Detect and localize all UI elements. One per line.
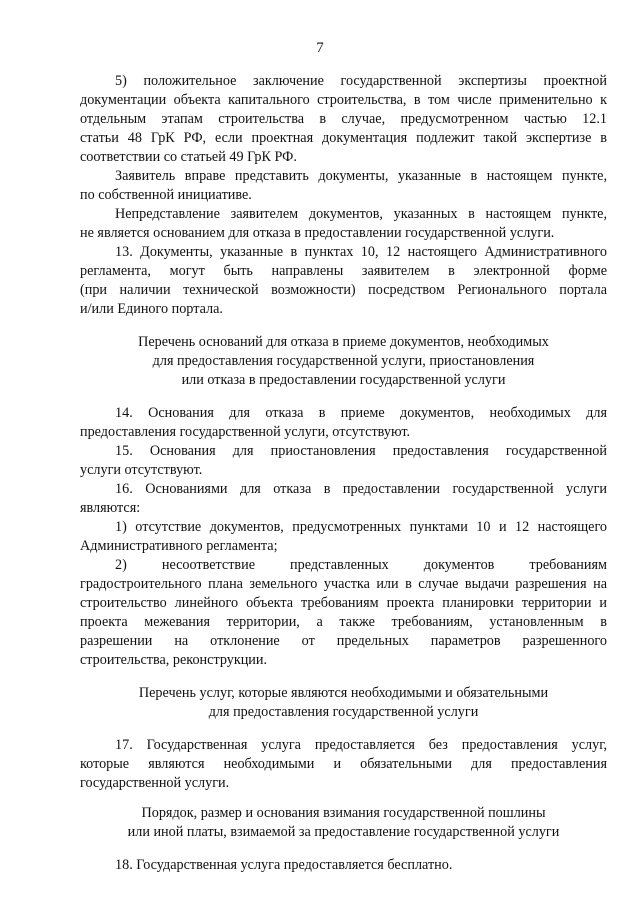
section-heading: для предоставления государственной услуги, приостановления [152,353,535,369]
text-line: (при наличии технической возможности) посредством Регионального портала [80,282,607,298]
text-line: документации объекта капитального строительства, в том числе применительно к [80,92,607,108]
text-line: Административного регламента; [80,538,278,554]
text-line: и/или Единого портала. [80,301,223,317]
text-line: градостроительного плана земельного участка или в случае выдачи разрешения на [80,576,607,592]
text-line: услуги отсутствуют. [80,462,203,478]
page-number: 7 [316,40,324,56]
text-line: отдельным этапам строительства в случае, предусмотренном частью 12.1 [80,111,607,127]
text-line: разрешении на отклонение от предельных параметров разрешенного [80,633,607,649]
section-heading: или иной платы, взимаемой за предоставление государственной услуги [127,824,560,840]
text-line: 14. Основания для отказа в приеме документов, необходимых для [115,405,607,421]
text-line: являются: [80,500,141,516]
section-heading: Перечень услуг, которые являются необходимыми и обязательными [138,685,549,701]
text-line: 13. Документы, указанные в пунктах 10, 12 настоящего Административного [115,244,607,260]
text-line: регламента, могут быть направлены заявителем в электронной форме [80,263,607,279]
text-line: которые являются необходимыми и обязательными для предоставления [80,756,607,772]
section-heading: для предоставления государственной услуги [208,704,479,720]
text-line: строительство линейного объекта требованиям проекта планировки территории и [80,595,607,611]
text-line: 1) отсутствие документов, предусмотренных пунктами 10 и 12 настоящего [115,519,607,535]
text-line: 17. Государственная услуга предоставляется без предоставления услуг, [115,737,607,753]
text-line: 16. Основаниями для отказа в предоставлении государственной услуги [115,481,607,497]
text-line: предоставления государственной услуги, отсутствуют. [80,424,411,440]
text-line: государственной услуги. [80,775,230,791]
text-line: 15. Основания для приостановления предоставления государственной [115,443,607,459]
text-line: соответствии со статьей 49 ГрК РФ. [80,149,297,165]
text-line: 2) несоответствие представленных документов требованиям [115,557,607,573]
text-line: проекта межевания территории, а также требованиям, установленным в [80,614,607,630]
text-line: статьи 48 ГрК РФ, если проектная документация подлежит такой экспертизе в [80,130,607,146]
text-line: строительства, реконструкции. [80,652,268,668]
section-heading: Порядок, размер и основания взимания государственной пошлины [141,805,546,821]
text-line: не является основанием для отказа в предоставлении государственной услуги. [80,225,555,241]
section-heading: или отказа в предоставлении государственной услуги [181,372,506,388]
text-line: по собственной инициативе. [80,187,252,203]
text-line: Непредставление заявителем документов, указанных в настоящем пункте, [115,206,607,222]
text-line: Заявитель вправе представить документы, указанные в настоящем пункте, [115,168,607,184]
text-line: 18. Государственная услуга предоставляется бесплатно. [115,857,453,873]
text-line: 5) положительное заключение государственной экспертизы проектной [115,73,607,89]
section-heading: Перечень оснований для отказа в приеме документов, необходимых [138,334,549,350]
